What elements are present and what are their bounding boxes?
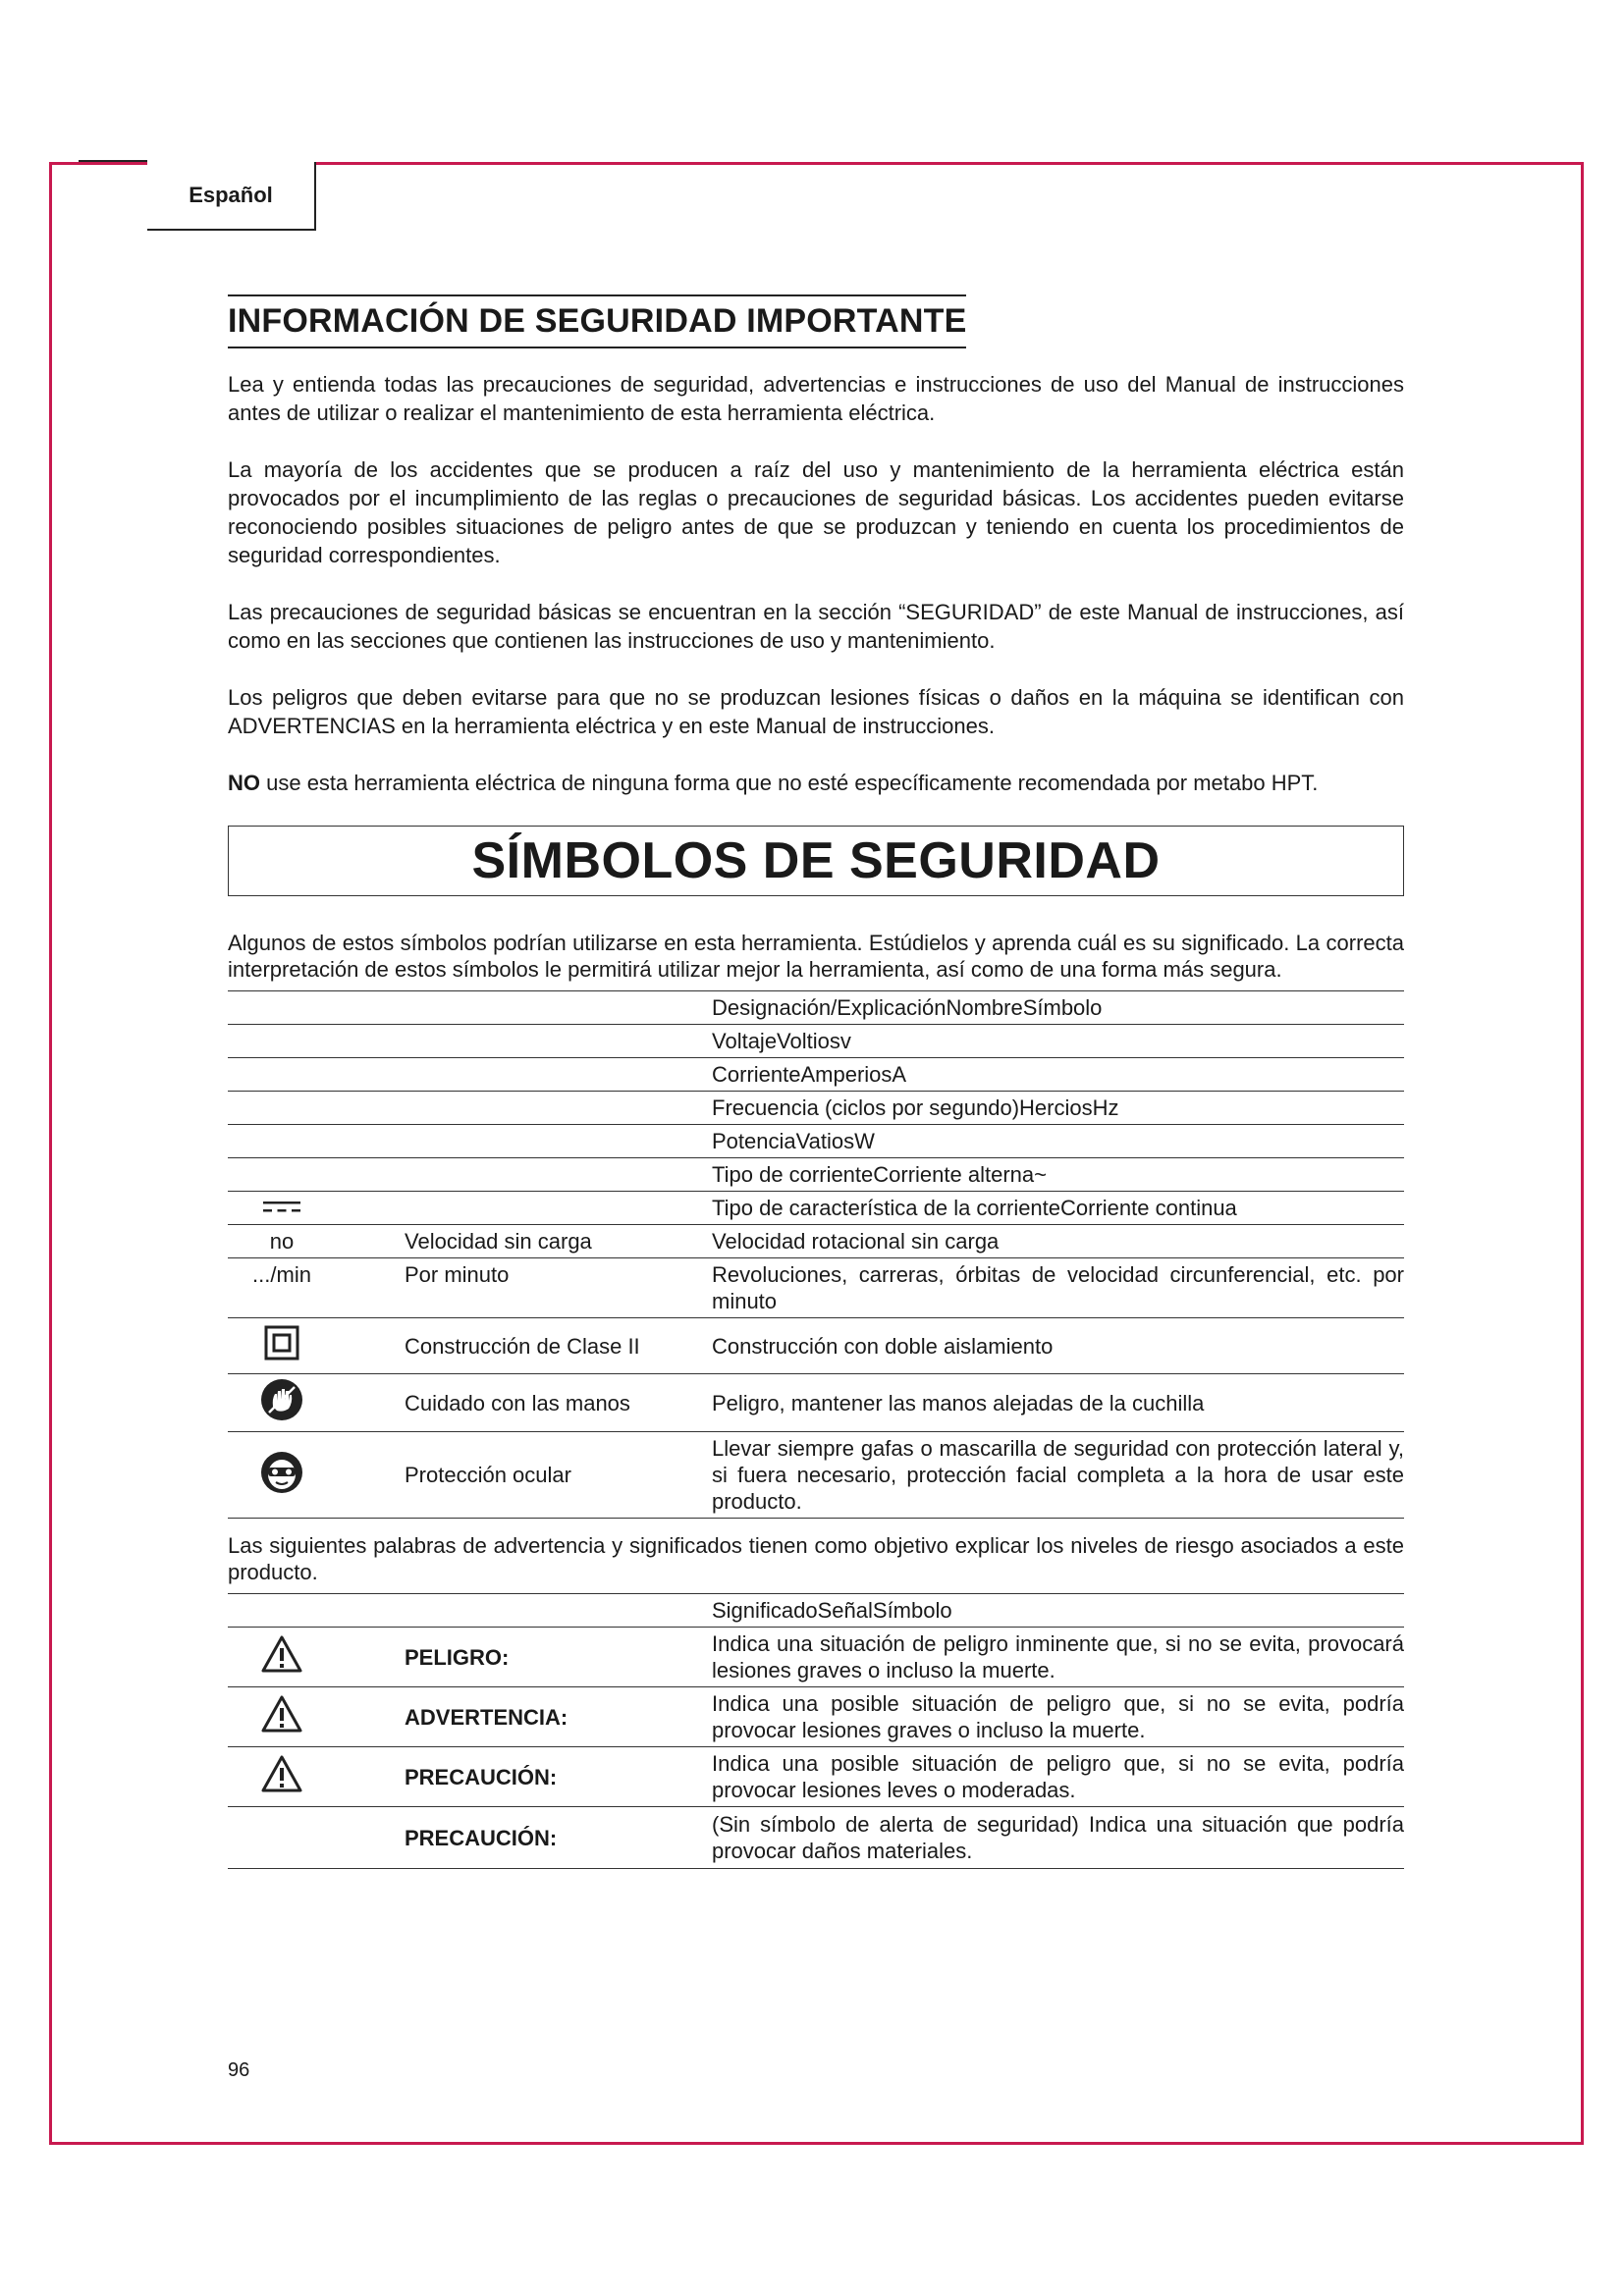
table-row — [228, 991, 1404, 1025]
signal-word-cell: PRECAUCIÓN: — [405, 1807, 712, 1869]
symbol-cell — [228, 1628, 405, 1687]
name-cell: Por minuto — [405, 1258, 712, 1318]
table-row — [228, 1225, 1404, 1258]
table-row — [228, 1058, 1404, 1092]
symbol-cell — [228, 1807, 405, 1869]
meaning-cell: Indica una posible situación de peligro que, si no se evita, podría provocar lesiones graves o incluso la muerte. — [712, 1687, 1404, 1747]
signal-word-cell — [405, 1594, 712, 1628]
table-row — [228, 1258, 1404, 1318]
meaning-cell: Frecuencia (ciclos por segundo)HerciosHz — [712, 1092, 1404, 1125]
meaning-cell: Designación/ExplicaciónNombreSímbolo — [712, 991, 1404, 1025]
meaning-cell: Tipo de corrienteCorriente alterna~ — [712, 1158, 1404, 1192]
paragraph: Lea y entienda todas las precauciones de seguridad, advertencias e instrucciones de uso del Manual de instrucciones antes de utilizar o realizar el mantenimiento de esta herramienta eléctrica. — [228, 372, 1404, 425]
table-row — [228, 1192, 1404, 1225]
safety-alert-icon — [228, 1694, 336, 1739]
page-content — [228, 294, 1404, 1869]
section-title-safety-symbols: SÍMBOLOS DE SEGURIDAD — [228, 826, 1404, 896]
meaning-cell: Llevar siempre gafas o mascarilla de seguridad con protección lateral y, si fuera necesario, protección facial completa a la hora de usar este producto. — [712, 1432, 1404, 1519]
paragraph: Los peligros que deben evitarse para que no se produzcan lesiones físicas o daños en la máquina se identifican con ADVERTENCIAS en la herramienta eléctrica y en este Manual de instrucciones. — [228, 685, 1404, 738]
safety-alert-icon — [228, 1634, 336, 1680]
table-row — [228, 1092, 1404, 1125]
meaning-cell: Construcción con doble aislamiento — [712, 1318, 1404, 1374]
name-cell: Velocidad sin carga — [405, 1225, 712, 1258]
name-cell — [405, 1125, 712, 1158]
section-title-safety-info: INFORMACIÓN DE SEGURIDAD IMPORTANTE — [228, 294, 966, 348]
name-cell: Protección ocular — [405, 1432, 712, 1519]
table-row — [228, 1628, 1404, 1687]
symbol-cell — [228, 1374, 405, 1432]
symbol-cell — [228, 991, 405, 1025]
signal-word-cell: PRECAUCIÓN: — [405, 1747, 712, 1807]
name-cell — [405, 991, 712, 1025]
meaning-cell: Velocidad rotacional sin carga — [712, 1225, 1404, 1258]
symbol-cell: no — [228, 1225, 405, 1258]
signal-word-cell: ADVERTENCIA: — [405, 1687, 712, 1747]
symbol-cell — [228, 1158, 405, 1192]
signal-word-cell: PELIGRO: — [405, 1628, 712, 1687]
meaning-cell: Indica una posible situación de peligro que, si no se evita, podría provocar lesiones leves o moderadas. — [712, 1747, 1404, 1807]
paragraph-do-not-use — [228, 769, 1404, 797]
symbols-table — [228, 990, 1404, 1519]
symbol-cell — [228, 1318, 405, 1374]
name-cell — [405, 1025, 712, 1058]
emphasis-no: NO — [228, 771, 260, 795]
meaning-cell: (Sin símbolo de alerta de seguridad) Indica una situación que podría provocar daños materiales. — [712, 1807, 1404, 1869]
meaning-cell: SignificadoSeñalSímbolo — [712, 1594, 1404, 1628]
symbol-cell — [228, 1432, 405, 1519]
safety-alert-icon — [228, 1754, 336, 1799]
warning-words-table — [228, 1593, 1404, 1869]
paragraph-text: use esta herramienta eléctrica de ninguna forma que no esté específicamente recomendada por metabo HPT. — [260, 771, 1319, 795]
language-tab: Español — [147, 162, 316, 231]
meaning-cell: CorrienteAmperiosA — [712, 1058, 1404, 1092]
page-number: 96 — [228, 2059, 250, 2081]
symbol-cell — [228, 1192, 405, 1225]
paragraph: Las precauciones de seguridad básicas se encuentran en la sección “SEGURIDAD” de este Manual de instrucciones, así como en las secciones que contienen las instrucciones de uso y mantenimiento. — [228, 600, 1404, 653]
table-row — [228, 1594, 1404, 1628]
meaning-cell: PotenciaVatiosW — [712, 1125, 1404, 1158]
eye-protection-icon — [228, 1450, 336, 1501]
meaning-cell: Tipo de característica de la corrienteCorriente continua — [712, 1192, 1404, 1225]
table-row — [228, 1125, 1404, 1158]
symbol-cell — [228, 1594, 405, 1628]
table-row — [228, 1432, 1404, 1519]
table-row — [228, 1747, 1404, 1807]
hand-caution-icon — [228, 1377, 336, 1428]
warning-words-intro: Las siguientes palabras de advertencia y significados tienen como objetivo explicar los niveles de riesgo asociados a este producto. — [228, 1533, 1404, 1584]
meaning-cell: Peligro, mantener las manos alejadas de la cuchilla — [712, 1374, 1404, 1432]
direct-current-icon — [228, 1195, 336, 1221]
meaning-cell: Revoluciones, carreras, órbitas de velocidad circunferencial, etc. por minuto — [712, 1258, 1404, 1318]
symbol-cell — [228, 1687, 405, 1747]
name-cell — [405, 1158, 712, 1192]
meaning-cell: Indica una situación de peligro inminente que, si no se evita, provocará lesiones graves o incluso la muerte. — [712, 1628, 1404, 1687]
symbol-cell — [228, 1125, 405, 1158]
name-cell — [405, 1192, 712, 1225]
table-row — [228, 1687, 1404, 1747]
symbol-cell — [228, 1025, 405, 1058]
symbol-cell — [228, 1058, 405, 1092]
table-row — [228, 1158, 1404, 1192]
table-row — [228, 1807, 1404, 1869]
symbol-cell: .../min — [228, 1258, 405, 1318]
table-row — [228, 1318, 1404, 1374]
name-cell — [405, 1092, 712, 1125]
table-row — [228, 1025, 1404, 1058]
symbol-cell — [228, 1092, 405, 1125]
double-insulation-icon — [228, 1325, 336, 1366]
meaning-cell: VoltajeVoltiosv — [712, 1025, 1404, 1058]
name-cell — [405, 1058, 712, 1092]
symbol-cell — [228, 1747, 405, 1807]
table-row — [228, 1374, 1404, 1432]
name-cell: Cuidado con las manos — [405, 1374, 712, 1432]
tab-line — [79, 160, 147, 162]
symbols-intro: Algunos de estos símbolos podrían utilizarse en esta herramienta. Estúdielos y aprenda cuál es su significado. La correcta interpretación de estos símbolos le permitirá utilizar mejor la herramienta, así como de una forma más segura. — [228, 931, 1404, 982]
name-cell: Construcción de Clase II — [405, 1318, 712, 1374]
paragraph: La mayoría de los accidentes que se producen a raíz del uso y mantenimiento de la herramienta eléctrica están provocados por el incumplimiento de las reglas o precauciones de seguridad básicas. Los accidentes pueden evitarse reconociendo posibles situaciones de peligro antes de que se produzcan y teniendo en cuenta los procedimientos de seguridad correspondientes. — [228, 457, 1404, 567]
